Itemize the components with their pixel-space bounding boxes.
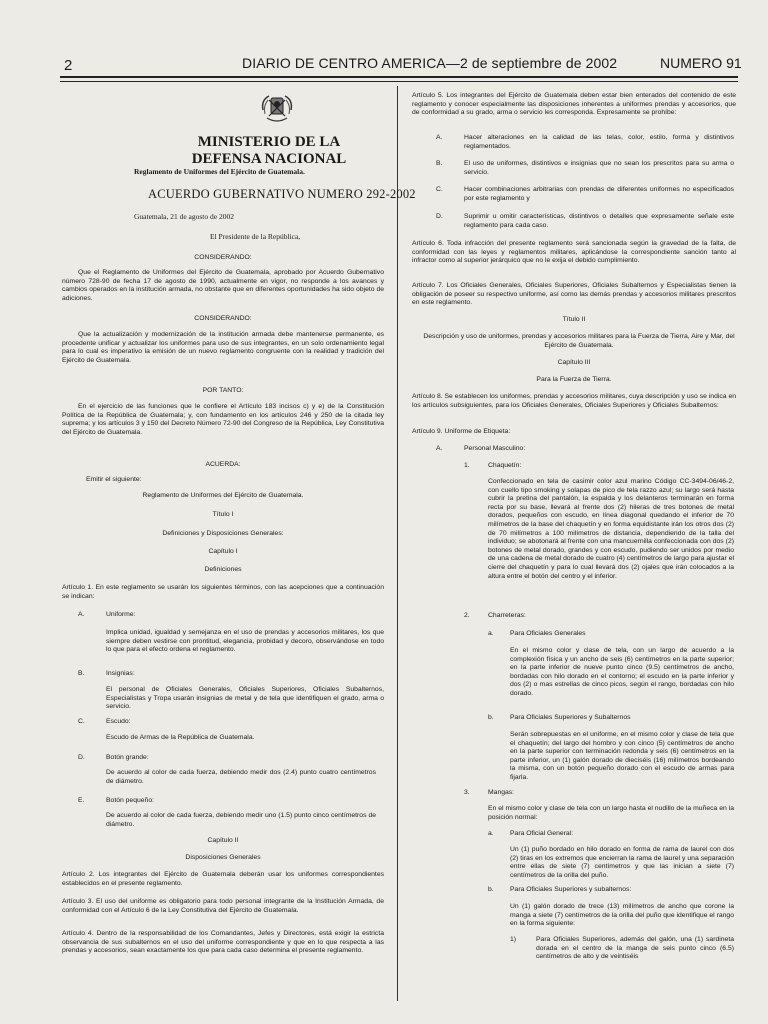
section-letter: A. [436, 445, 443, 452]
definition-text: El personal de Oficiales Generales, Oficiales Superiores, Oficiales Subalternos, Especialistas y Tropa usarán insignias de metal y de tela que identifiquen el grado, arma o servicio. [106, 686, 384, 711]
president-line: El Presidente de la República, [210, 232, 301, 241]
sub-item-text: Serán sobrepuestas en el uniforme, en el mismo color y clase de tela que el chaquetín; del largo del hombro y con cinco (5) centímetros de ancho en la parte superior con terminación redonda y seis (6) centímetros en la parte inferior, un (1) galón dorado de dieciséis (16) milímetros bordeando la misma, con un botón pequeño dorado con el escudo de armas para fijarla. [510, 731, 734, 781]
prohibition-text: Hacer combinaciones arbitrarias con prendas de diferentes uniformes no especificados por este reglamento y [464, 186, 734, 202]
prohibition-text: Hacer alteraciones en la calidad de las telas, color, estilo, forma y distintivos reglamentados. [464, 134, 734, 150]
ministry-title [124, 134, 414, 168]
definition-letter: E. [78, 797, 85, 804]
definition-letter: D. [78, 754, 85, 761]
definition-letter: B. [78, 670, 85, 677]
ministry-line-2: DEFENSA NACIONAL [191, 151, 347, 167]
title-2-heading: Título II [562, 316, 586, 323]
sub-item-label: Para Oficiales Generales [510, 630, 586, 637]
numbered-sub-item-text: Para Oficiales Superiores, además del galón, una (1) sardineta dorada en el centro de la manga de seis punto cinco (6.5) centímetros de alto y de veintiséis [536, 936, 734, 961]
title-1-name: Definiciones y Disposiciones Generales: [162, 530, 284, 537]
item-number: 3. [464, 789, 470, 796]
sub-item-text: En el mismo color y clase de tela, con un largo de acuerdo a la complexión física y un ancho de seis (6) centímetros en la parte superior; en la parte inferior de nueve punto cinco (9.5) centímetros de ancho, bordadas con hilo dorado en el contorno; el escudo en la parte inferior y dos (2) o mas estrellas de cinco picos, según el rango, bordadas con hilo dorado. [510, 647, 734, 697]
definition-term: Insignias: [106, 670, 135, 677]
sub-item-letter: b. [488, 886, 494, 893]
article-7: Artículo 7. Los Oficiales Generales, Oficiales Superiores, Oficiales Subalternos y Especialistas tienen la obligación de poseer su respectivo uniforme, así como las demás prendas y accesorios militares prescritos en este reglamento. [412, 282, 736, 307]
chapter-2-name: Disposiciones Generales [185, 854, 261, 861]
sub-item-label: Para Oficiales Superiores y subalternos: [510, 886, 632, 893]
article-5: Artículo 5. Los integrantes del Ejército de Guatemala deben estar bien enterados del contenido de este reglamento y conocer especialmente las disposiciones inherentes a uniformes prendas y accesorios, que de conformidad a su grado, arma o servicio les corresponda. Expresamente se prohíbe: [412, 92, 736, 117]
coat-of-arms-icon [259, 92, 295, 124]
article-4: Artículo 4. Dentro de la responsabilidad de los Comandantes, Jefes y Directores, está exigir la estricta observancia de sus subalternos en el uso del uniforme correspondiente y que en lo que respecta a las prendas y accesorios, sean exactamente los que para cada caso determina el presente reglamento. [62, 930, 384, 955]
considerando-heading-1: CONSIDERANDO: [194, 254, 252, 261]
header-rule-thin [60, 81, 738, 82]
article-6: Artículo 6. Toda infracción del presente reglamento será sancionada según la gravedad de la falta, de conformidad con las leyes y reglamentos militares, aplicándose la correspondiente sanción tanto al infractor como al superior jerárquico que no le exija el debido cumplimiento. [412, 240, 736, 265]
column-divider [397, 86, 398, 1001]
considerando-paragraph-2: Que la actualización y modernización de la institución armada debe mantenerse permanente, es procedente unificar y actualizar los uniformes para uso de sus integrantes, en un solo ordenamiento legal para lo cual es imperativo la emisión de un nuevo reglamento congruente con la realidad y tradición del Ejército de Guatemala. [62, 331, 384, 364]
article-2: Artículo 2. Los integrantes del Ejército de Guatemala deberán usar los uniformes correspondientes establecidos en el presente reglamento. [62, 871, 384, 887]
chapter-3-heading: Capítulo III [557, 359, 591, 366]
sub-item-label: Para Oficial General: [510, 830, 574, 837]
prohibition-letter: C. [436, 186, 443, 193]
ministry-line-1: MINISTERIO DE LA [197, 134, 341, 150]
item-number: 1. [464, 462, 470, 469]
chaquetin-text: Confeccionado en tela de casimir color azul marino Código CC-3494-06/46-2, con cuello tipo smoking y solapas de pico de tela razzo azul; su largo será hasta cubrir la pretina del pantalón, la espalda y los delanteros terminarán en forma recta por su base, llevará al frente dos (2) hileras de tres botones de metal dorados, pequeños con escudo, en línea diagonal quedando el inferior de 70 milímetros de la base del chaquetín y en forma equidistante irán los otros dos (2) de 70 milímetros a 100 milímetros de distancia, dependiendo de la talla del individuo; se abotonará al frente con una mancuernilla confeccionada con dos (2) botones de metal dorado, grandes y con escudo, pudiendo ser unidos por medio de una cadena de metal dorado de cuatro (4) centímetros de largo para ajustar el cierre del chaquetín y para lo cual llevará dos (2) ojales que irán colocados a la altura entre el botón del centro y el inferior. [488, 478, 734, 580]
chapter-1-name: Definiciones [204, 566, 242, 573]
por-tanto-heading: POR TANTO: [202, 387, 244, 394]
section-label: Personal Masculino: [464, 445, 526, 452]
regulation-subtitle: Reglamento de Uniformes del Ejército de Guatemala. [134, 167, 305, 176]
considerando-paragraph-1: Que el Reglamento de Uniformes del Ejército de Guatemala, aprobado por Acuerdo Gubernativo número 728-90 de fecha 17 de agosto de 1990, actualmente en vigor, no responde a los avances y cambios operados en la institución armada, no obstante que en diferentes oportunidades ha sido objeto de adiciones. [62, 269, 384, 302]
chapter-3-name: Para la Fuerza de Tierra. [536, 376, 612, 383]
definition-term: Botón grande: [106, 754, 149, 761]
definition-letter: C. [78, 718, 85, 725]
article-3: Artículo 3. El uso del uniforme es obligatorio para todo personal integrante de la Institución Armada, de conformidad con el Artículo 6 de la Ley Constitutiva del Ejército de Guatemala. [62, 898, 384, 914]
prohibition-text: El uso de uniformes, distintivos e insignias que no sean los prescritos para su arma o servicio. [464, 160, 734, 176]
numbered-sub-item: 1) [510, 936, 517, 943]
page-header [0, 0, 768, 78]
page-number: 2 [64, 57, 73, 74]
acuerdo-title: ACUERDO GUBERNATIVO NUMERO 292-2002 [148, 187, 416, 201]
item-label: Mangas: [488, 789, 515, 796]
article-8: Artículo 8. Se establecen los uniformes, prendas y accesorios militares, cuya descripción y uso se indica en los artículos subsiguientes, para los Oficiales Generales, Oficiales Superiores y Oficiales Subalternos: [412, 393, 736, 409]
item-number: 2. [464, 612, 470, 619]
item-label: Chaquetín: [488, 462, 522, 469]
chapter-2-heading: Capítulo II [207, 837, 239, 844]
mangas-text: En el mismo color y clase de tela con un largo hasta el nudillo de la muñeca en la posición normal: [488, 805, 734, 821]
sub-item-letter: a. [488, 630, 494, 637]
sub-item-letter: b. [488, 714, 494, 721]
sub-item-text: Un (1) galón dorado de trece (13) milímetros de ancho que corone la manga a siete (7) centímetros de la orilla del puño que identifique el rango en la forma siguiente: [510, 903, 734, 928]
regulation-name: Reglamento de Uniformes del Ejército de Guatemala. [142, 492, 304, 499]
article-9: Artículo 9. Uniforme de Etiqueta: [412, 428, 511, 435]
article-1: Artículo 1. En este reglamento se usarán los siguientes términos, con las acepciones que a continuación se indican: [62, 584, 384, 600]
definition-letter: A. [78, 611, 85, 618]
definition-text: Implica unidad, igualdad y semejanza en el uso de prendas y accesorios militares, los que siempre deben vestirse con prontitud, elegancia, probidad y decoro, observándose en todo lo que para el efecto ordena el reglamento. [106, 629, 384, 654]
definition-text: De acuerdo al color de cada fuerza, debiendo medir uno (1.5) punto cinco centímetros de diámetro. [106, 812, 376, 828]
prohibition-letter: B. [436, 160, 443, 167]
prohibition-letter: A. [436, 134, 443, 141]
emitir-line: Emitir el siguiente: [86, 476, 142, 483]
sub-item-text: Un (1) puño bordado en hilo dorado en forma de rama de laurel con dos (2) tiras en los extremos que encierran la rama de laurel y una separación entre ellas de siete (7) centímetros y que las inician a siete (7) centímetros de la orilla del puño. [510, 846, 734, 879]
prohibition-letter: D. [436, 213, 443, 220]
por-tanto-paragraph: En el ejercicio de las funciones que le confiere el Artículo 183 incisos c) y e) de la Constitución Política de la República de Guatemala; y, con fundamento en los artículos 246 y 250 de la citada ley suprema; y los artículos 3 y 150 del Decreto Número 72-90 del Congreso de la República, Ley Constitutiva del Ejército de Guatemala. [62, 403, 384, 436]
chapter-1-heading: Capítulo I [208, 548, 238, 555]
newspaper-title: DIARIO DE CENTRO AMERICA—2 de septiembre de 2002 [242, 55, 618, 71]
title-1-heading: Título I [212, 511, 234, 518]
definition-term: Botón pequeño: [106, 797, 154, 804]
definition-text: Escudo de Armas de la República de Guatemala. [106, 734, 255, 741]
considerando-heading-2: CONSIDERANDO: [194, 315, 252, 322]
definition-text: De acuerdo al color de cada fuerza, debiendo medir dos (2.4) punto cuatro centímetros de diámetro. [106, 769, 376, 785]
definition-term: Escudo: [106, 718, 131, 725]
item-label: Charreteras: [488, 612, 526, 619]
issue-number: NUMERO 91 [660, 55, 742, 71]
sub-item-label: Para Oficiales Superiores y Subalternos [510, 714, 631, 721]
header-rule [60, 76, 738, 78]
acuerda-heading: ACUERDA: [205, 461, 241, 468]
definition-term: Uniforme: [106, 611, 136, 618]
prohibition-text: Suprimir u omitir características, distintivos o detalles que expresamente señale este reglamento para cada caso. [464, 213, 734, 229]
document-date: Guatemala, 21 de agosto de 2002 [134, 212, 234, 221]
title-2-name: Descripción y uso de uniformes, prendas y accesorios militares para la Fuerza de Tierra, Aire y Mar, del Ejército de Guatemala. [423, 333, 735, 349]
sub-item-letter: a. [488, 830, 494, 837]
